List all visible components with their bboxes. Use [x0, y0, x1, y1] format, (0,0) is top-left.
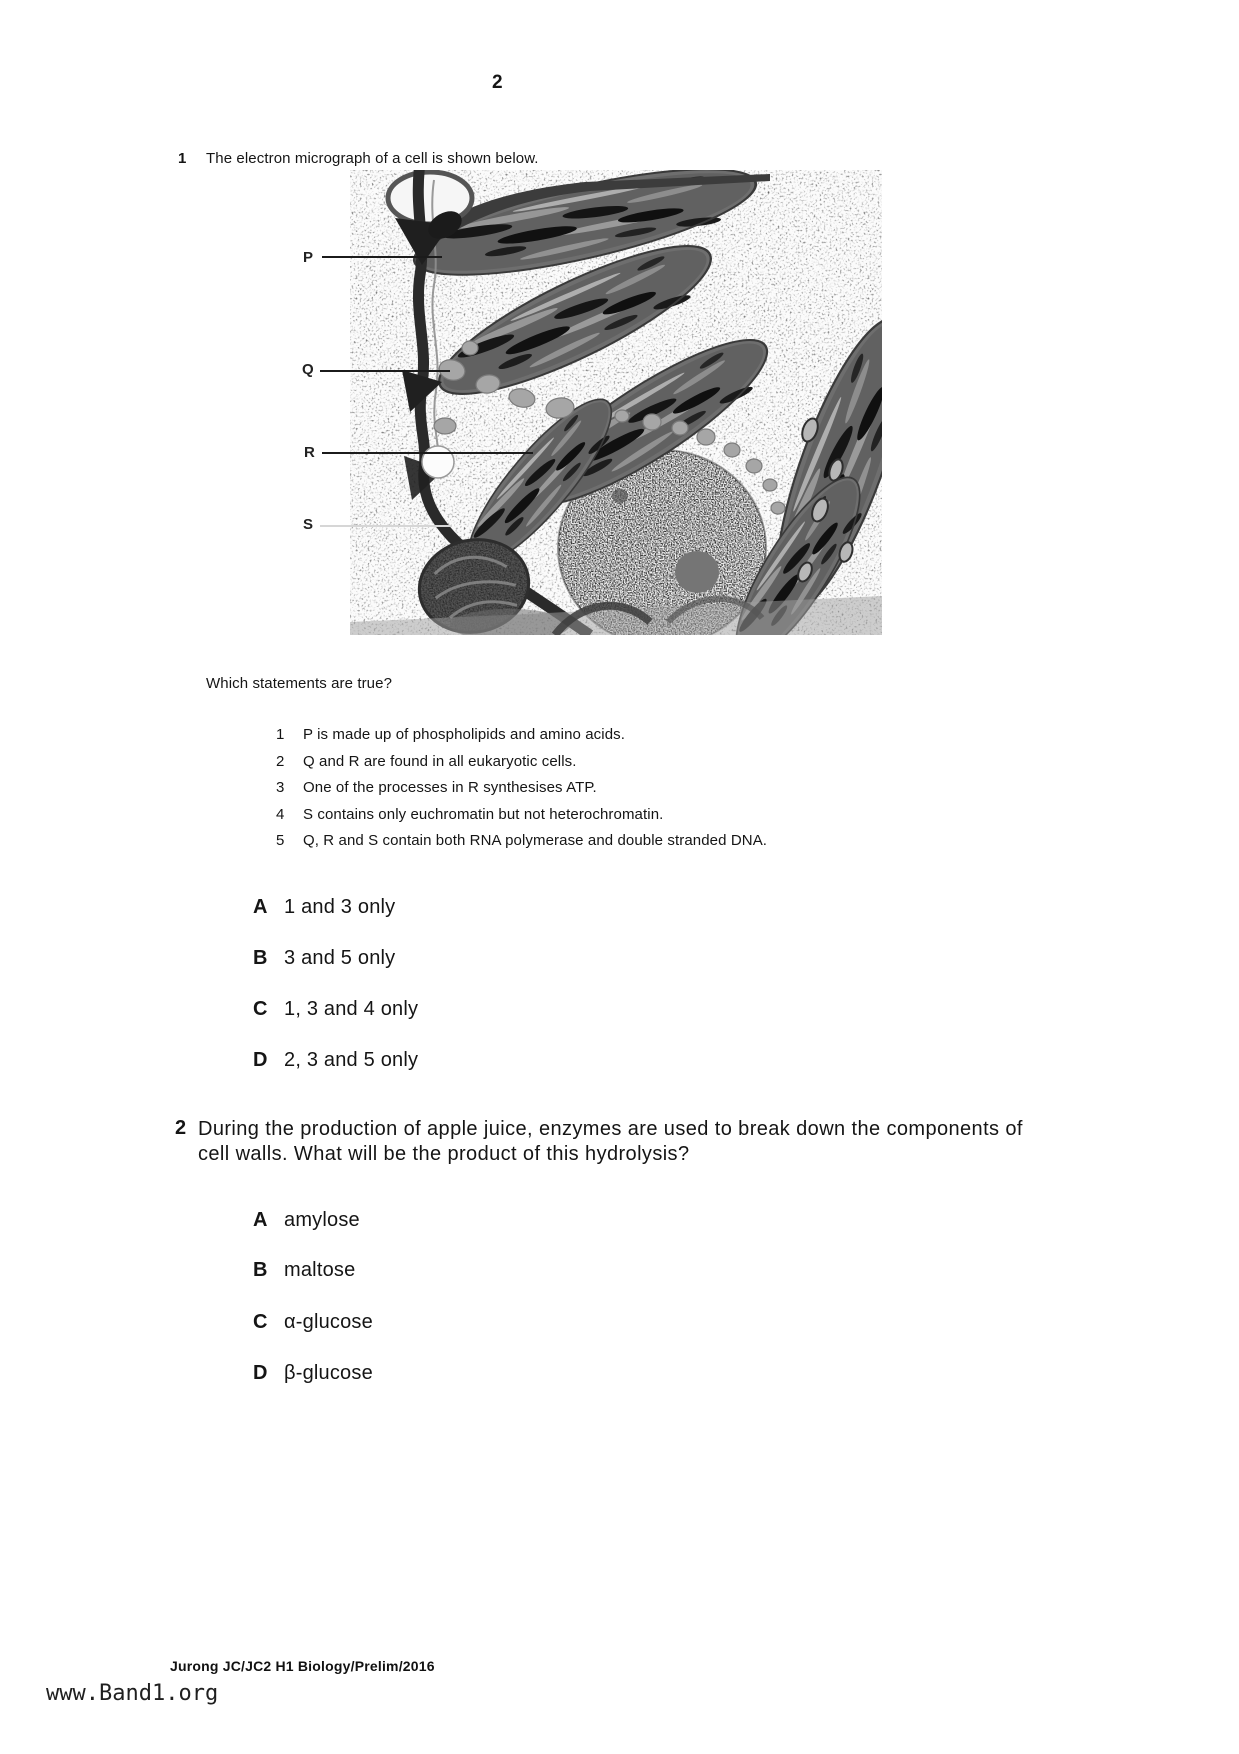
statement-number: 2	[276, 752, 285, 770]
label-line-q	[320, 370, 450, 372]
micrograph-label-q: Q	[302, 361, 314, 378]
statement-text: One of the processes in R synthesises ATP.	[303, 779, 597, 797]
statements-list	[276, 722, 767, 855]
option-letter: D	[253, 1362, 268, 1384]
question-2-stem: During the production of apple juice, enzymes are used to break down the components of cell walls. What will be the product of this hydrolysis?	[198, 1118, 1023, 1165]
statement-row	[276, 749, 767, 776]
option-text: 1, 3 and 4 only	[284, 998, 419, 1020]
label-line-s	[320, 525, 452, 527]
option-letter: B	[253, 1259, 268, 1281]
vesicle	[422, 446, 454, 478]
option-letter: C	[253, 998, 268, 1020]
micrograph-image	[350, 170, 882, 635]
option-text: β-glucose	[284, 1362, 373, 1384]
micrograph-label-p: P	[303, 249, 314, 266]
q2-option-c	[253, 1311, 373, 1334]
option-text: amylose	[284, 1209, 360, 1231]
statements-prompt: Which statements are true?	[206, 675, 393, 692]
option-text: 1 and 3 only	[284, 896, 396, 918]
statement-text: S contains only euchromatin but not heterochromatin.	[303, 805, 664, 823]
statement-row	[276, 775, 767, 802]
q1-option-c	[253, 998, 418, 1021]
option-text: 3 and 5 only	[284, 947, 396, 969]
q2-option-d	[253, 1362, 373, 1385]
q2-option-a	[253, 1209, 360, 1232]
q1-option-d	[253, 1049, 418, 1072]
option-text: α-glucose	[284, 1311, 373, 1333]
micrograph-label-r: R	[304, 444, 315, 461]
option-letter: A	[253, 896, 268, 918]
statement-number: 4	[276, 805, 285, 823]
statement-text: P is made up of phospholipids and amino acids.	[303, 726, 626, 743]
option-letter: B	[253, 947, 268, 969]
option-text: 2, 3 and 5 only	[284, 1049, 419, 1071]
nucleolus	[675, 551, 719, 593]
option-text: maltose	[284, 1259, 356, 1281]
watermark-site-url: www.Band1.org	[46, 1681, 219, 1706]
micrograph-label-s: S	[303, 516, 314, 533]
statement-row	[276, 722, 767, 749]
statement-number: 1	[276, 726, 285, 743]
q1-option-a	[253, 896, 395, 919]
footer-exam-reference: Jurong JC/JC2 H1 Biology/Prelim/2016	[170, 1658, 435, 1674]
question-1-number: 1	[178, 150, 187, 167]
page-number: 2	[492, 72, 503, 93]
option-letter: A	[253, 1209, 268, 1231]
statement-row	[276, 802, 767, 829]
label-line-r	[322, 452, 533, 454]
q2-option-b	[253, 1259, 355, 1282]
statement-row	[276, 828, 767, 855]
label-line-p	[322, 256, 442, 258]
question-1-stem: The electron micrograph of a cell is shown below.	[206, 150, 539, 167]
q1-option-b	[253, 947, 395, 970]
statement-number: 3	[276, 779, 285, 797]
option-letter: C	[253, 1311, 268, 1333]
statement-text: Q and R are found in all eukaryotic cells.	[303, 752, 577, 770]
electron-micrograph	[350, 170, 882, 635]
option-letter: D	[253, 1049, 268, 1071]
question-2-number: 2	[175, 1117, 187, 1139]
statement-text: Q, R and S contain both RNA polymerase and double stranded DNA.	[303, 832, 768, 850]
statement-number: 5	[276, 832, 285, 850]
